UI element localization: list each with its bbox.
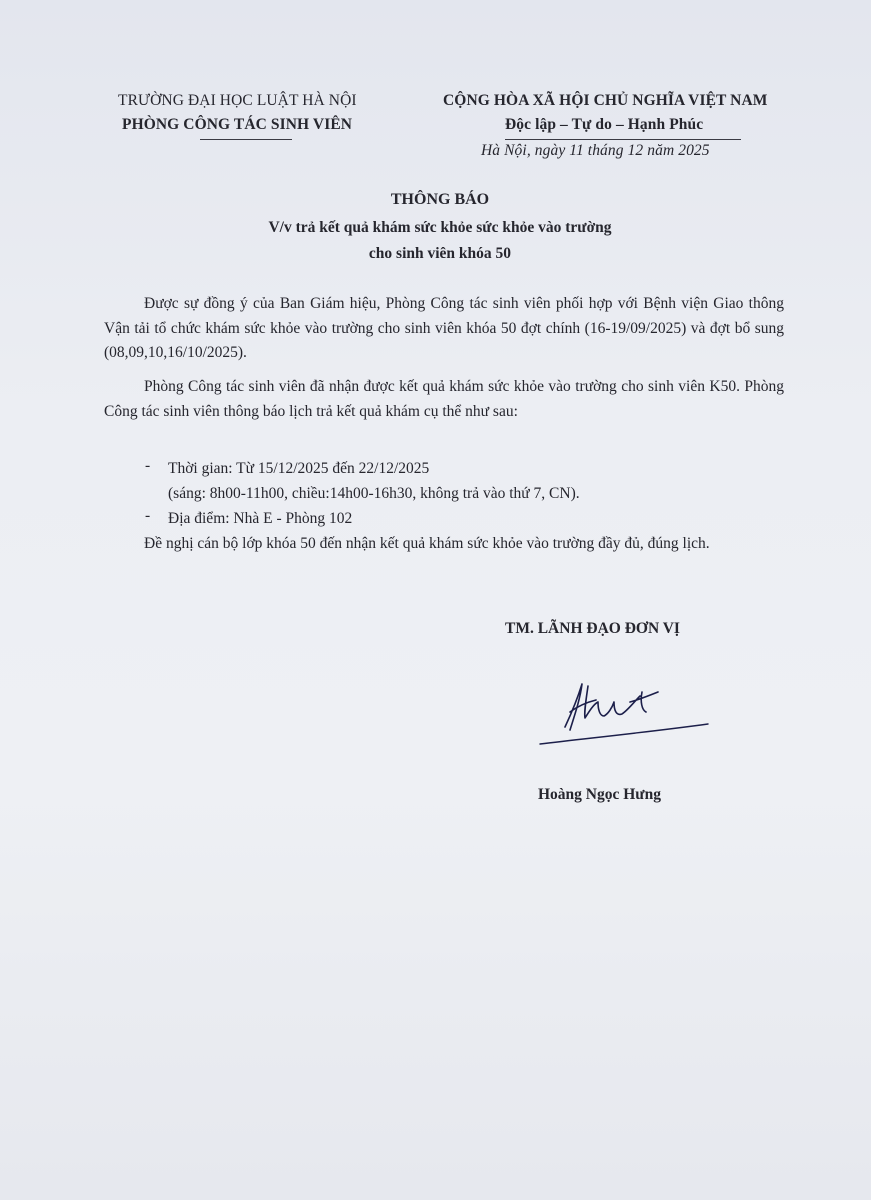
- header-department: PHÒNG CÔNG TÁC SINH VIÊN: [122, 116, 353, 133]
- document-subject-line1: V/v trả kết quả khám sức khỏe sức khỏe vào trường: [268, 219, 612, 236]
- body-paragraph-3-text: Đề nghị cán bộ lớp khóa 50 đến nhận kết quả khám sức khỏe vào trường đầy đủ, đúng lịch.: [144, 535, 710, 552]
- handwritten-signature: [530, 672, 720, 752]
- department-underline: [200, 139, 292, 140]
- bullet-time-note: (sáng: 8h00-11h00, chiều:14h00-16h30, không trả vào thứ 7, CN).: [168, 485, 580, 502]
- document-title: THÔNG BÁO: [390, 191, 490, 208]
- bullet-time-text: Thời gian: Từ 15/12/2025 đến 22/12/2025: [168, 460, 430, 477]
- body-paragraph-1: [104, 292, 784, 366]
- body-paragraph-3: [104, 532, 784, 557]
- header-nation: CỘNG HÒA XÃ HỘI CHỦ NGHĨA VIỆT NAM: [443, 92, 768, 109]
- body-paragraph-2-text: Phòng Công tác sinh viên đã nhận được kết quả khám sức khỏe vào trường cho sinh viên K50. Phòng Công tác sinh viên thông báo lịch trả kết quả khám cụ thể như sau:: [104, 378, 784, 420]
- signature-title: TM. LÃNH ĐẠO ĐƠN VỊ: [505, 620, 680, 637]
- header-motto: Độc lập – Tự do – Hạnh Phúc: [505, 116, 704, 133]
- header-org-name: TRƯỜNG ĐẠI HỌC LUẬT HÀ NỘI: [118, 92, 357, 109]
- motto-underline: [505, 139, 741, 140]
- document-subject-line2: cho sinh viên khóa 50: [368, 245, 512, 262]
- signer-name: Hoàng Ngọc Hưng: [538, 786, 661, 803]
- body-paragraph-2: [104, 375, 784, 424]
- header-date: Hà Nội, ngày 11 tháng 12 năm 2025: [481, 142, 710, 159]
- bullet-marker: -: [145, 457, 151, 474]
- bullet-location-text: Địa điểm: Nhà E - Phòng 102: [168, 510, 353, 527]
- body-paragraph-1-text: Được sự đồng ý của Ban Giám hiệu, Phòng Công tác sinh viên phối hợp với Bệnh viện Giao thông Vận tải tổ chức khám sức khỏe vào trường cho sinh viên khóa 50 đợt chính (16-19/09/2025) và đợt bổ sung (08,09,10,16/10/2025).: [104, 295, 784, 361]
- bullet-marker: -: [145, 507, 151, 524]
